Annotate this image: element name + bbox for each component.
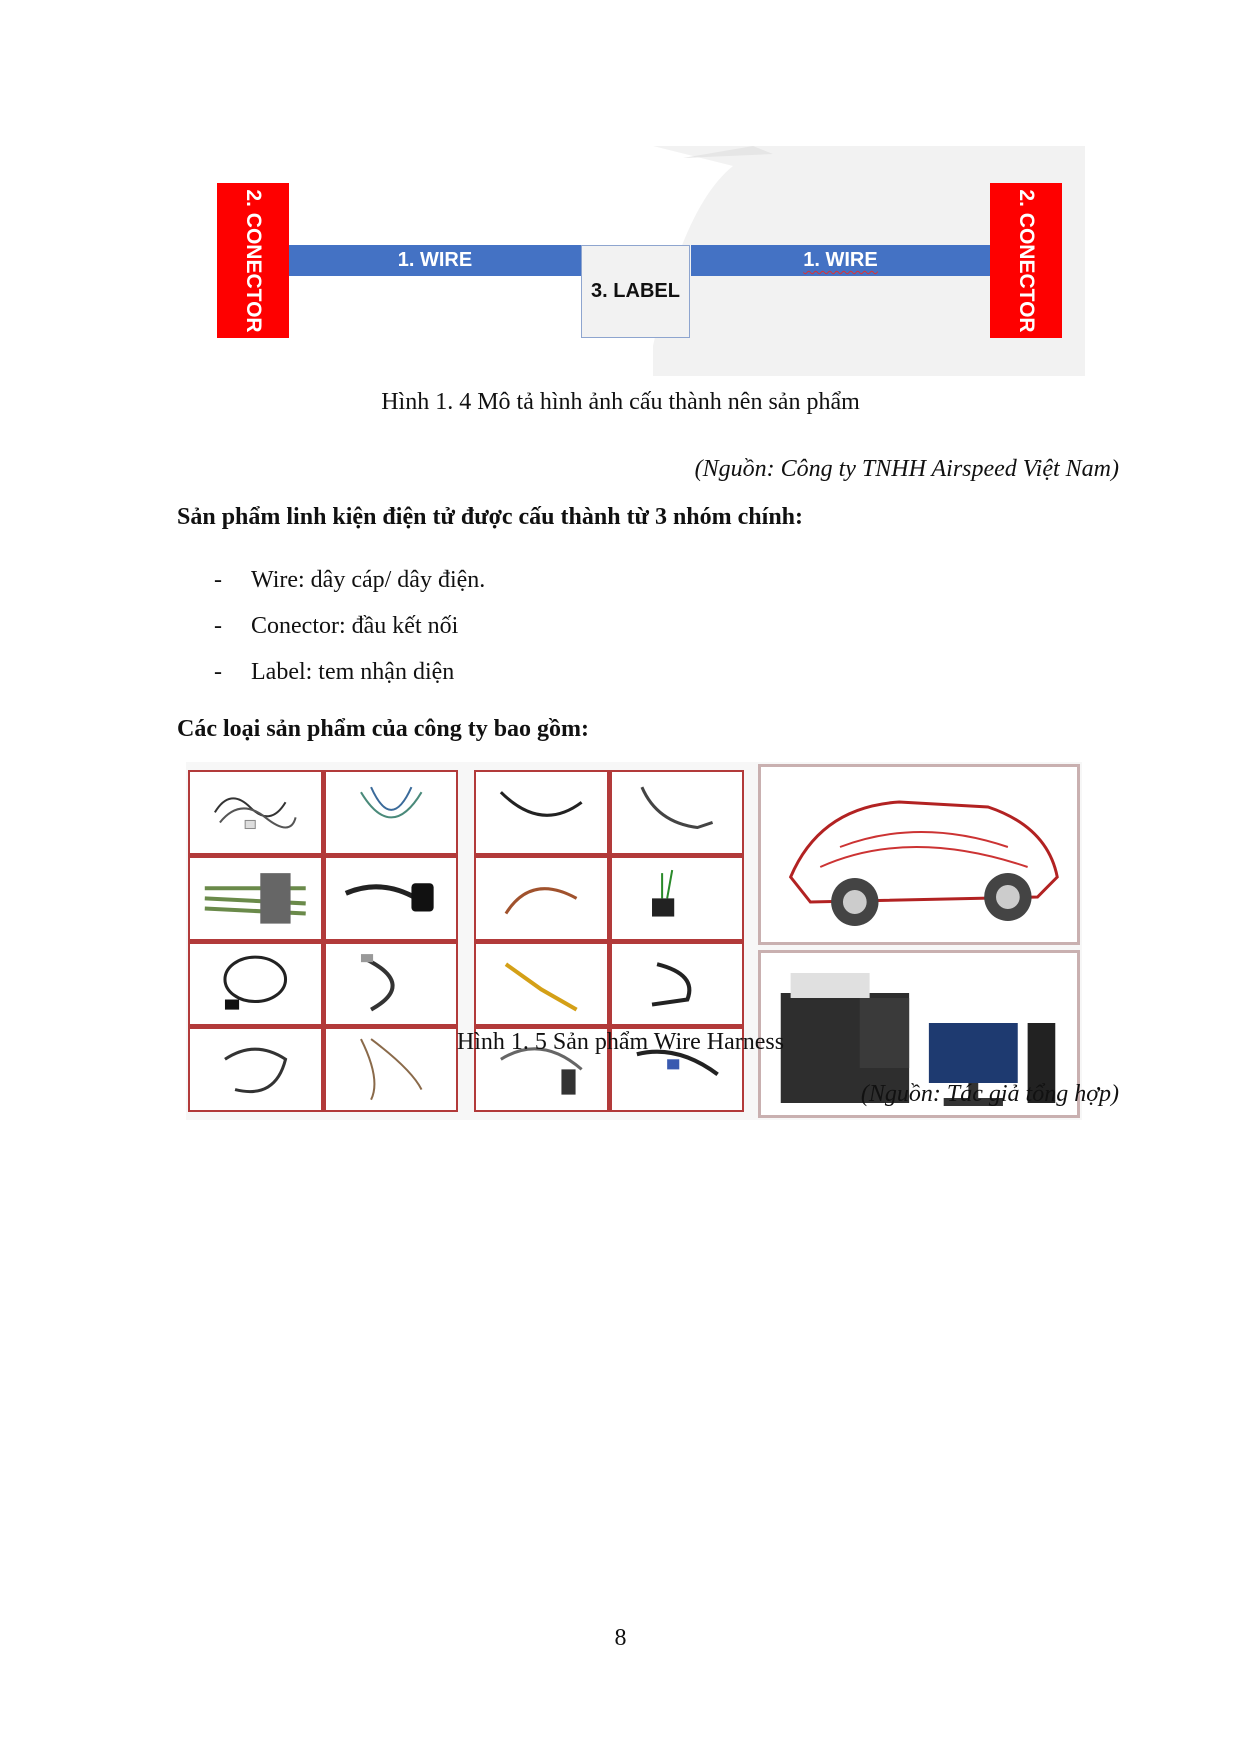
product-composition-diagram [213, 146, 1085, 376]
harness-photo [476, 858, 607, 939]
conector-right [990, 183, 1062, 338]
car-harness-photo [758, 764, 1080, 945]
list-item-text: Wire: dây cáp/ dây điện. [251, 567, 486, 593]
label-box [581, 245, 690, 338]
harness-grid-left [188, 770, 458, 1112]
harness-grid-middle [474, 770, 744, 1112]
wire-right-label: 1. WIRE [803, 249, 878, 271]
bullet-dash: - [214, 659, 222, 685]
figure-1-5-source: (Nguồn: Tác giả tổng hợp) [860, 1081, 1119, 1107]
harness-photo [326, 944, 457, 1025]
wire-left [289, 245, 581, 276]
harness-photo [612, 772, 743, 853]
wire-harness-collage [186, 762, 1082, 1120]
list-item-text: Conector: đầu kết nối [251, 613, 459, 639]
conector-left-label: 2. CONECTOR [242, 188, 265, 333]
list-item [214, 656, 485, 702]
conector-left [217, 183, 289, 338]
harness-photo [326, 858, 457, 939]
wire-left-label: 1. WIRE [397, 249, 473, 271]
bullet-dash: - [214, 613, 222, 639]
harness-photo [476, 944, 607, 1025]
wire-right [691, 245, 990, 276]
harness-photo [612, 944, 743, 1025]
figure-1-4-source: (Nguồn: Công ty TNHH Airspeed Việt Nam) [694, 456, 1119, 482]
figure-1-5-caption: Hình 1. 5 Sản phẩm Wire Harness [456, 1029, 785, 1055]
list-item [214, 564, 485, 610]
page-number: 8 [614, 1625, 627, 1651]
harness-photo [326, 772, 457, 853]
components-list [214, 564, 485, 702]
components-heading: Sản phẩm linh kiện điện tử được cấu thành từ 3 nhóm chính: [177, 504, 804, 530]
harness-photo [612, 858, 743, 939]
harness-photo [190, 858, 321, 939]
list-item [214, 610, 485, 656]
figure-1-4-caption: Hình 1. 4 Mô tả hình ảnh cấu thành nên sản phẩm [381, 389, 860, 415]
products-heading: Các loại sản phẩm của công ty bao gồm: [177, 716, 590, 742]
list-item-text: Label: tem nhận diện [251, 659, 455, 685]
bullet-dash: - [214, 567, 222, 593]
label-box-text: 3. LABEL [591, 280, 680, 302]
harness-photo [190, 944, 321, 1025]
conector-right-label: 2. CONECTOR [1015, 188, 1038, 333]
harness-photo [190, 772, 321, 853]
harness-photo [476, 772, 607, 853]
